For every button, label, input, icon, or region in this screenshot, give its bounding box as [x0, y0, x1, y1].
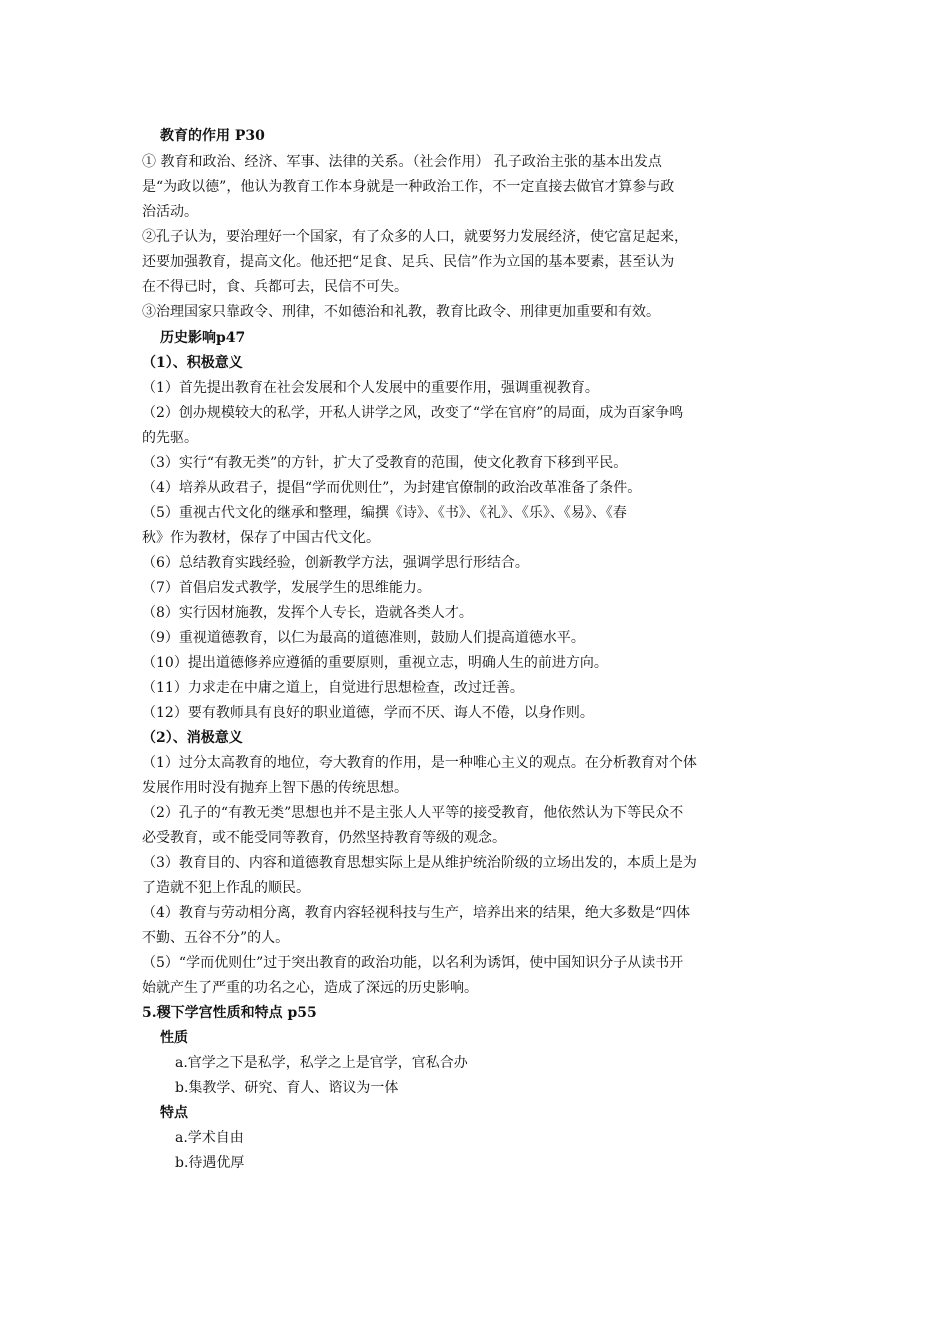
nature-item: b.集教学、研究、育人、谘议为一体 [175, 1080, 399, 1096]
list-item: （1）首先提出教育在社会发展和个人发展中的重要作用，强调重视教育。 [142, 380, 599, 396]
list-item: （4）培养从政君子，提倡“学而优则仕”，为封建官僚制的政治改革准备了条件。 [142, 480, 642, 496]
list-item: （2）创办规模较大的私学，开私人讲学之风，改变了“学在官府”的局面，成为百家争鸣 [142, 405, 684, 421]
list-item: （9）重视道德教育，以仁为最高的道德准则，鼓励人们提高道德水平。 [142, 630, 585, 646]
list-item: 的先驱。 [142, 430, 198, 446]
list-item: 了造就不犯上作乱的顺民。 [142, 880, 310, 896]
label-features: 特点 [160, 1105, 188, 1121]
list-item: （11）力求走在中庸之道上，自觉进行思想检查，改过迁善。 [142, 680, 524, 696]
list-item: （5）“学而优则仕”过于突出教育的政治功能，以名利为诱饵，使中国知识分子从读书开 [142, 955, 684, 971]
list-item: （1）过分太高教育的地位，夸大教育的作用，是一种唯心主义的观点。在分析教育对个体 [142, 755, 697, 771]
nature-item: a.官学之下是私学，私学之上是官学，官私合办 [175, 1055, 468, 1071]
list-item: （3）教育目的、内容和道德教育思想实际上是从维护统治阶级的立场出发的，本质上是为 [142, 855, 697, 871]
list-item: （5）重视古代文化的继承和整理，编撰《诗》、《书》、《礼》、《乐》、《易》、《春 [142, 505, 627, 521]
paragraph-line: ① 教育和政治、经济、军事、法律的关系。（社会作用） 孔子政治主张的基本出发点 [142, 154, 662, 170]
list-item: （2）孔子的“有教无类”思想也并不是主张人人平等的接受教育，他依然认为下等民众不 [142, 805, 684, 821]
list-item: 始就产生了严重的功名之心，造成了深远的历史影响。 [142, 980, 478, 996]
feature-item: a.学术自由 [175, 1130, 244, 1146]
paragraph-line: 还要加强教育，提高文化。他还把“足食、足兵、民信”作为立国的基本要素，甚至认为 [142, 254, 675, 270]
list-item: （3）实行“有教无类”的方针，扩大了受教育的范围，使文化教育下移到平民。 [142, 455, 628, 471]
heading-positive: （1）、积极意义 [142, 355, 243, 371]
heading-jixia: 5.稷下学宫性质和特点 p55 [142, 1005, 317, 1021]
list-item: （10）提出道德修养应遵循的重要原则，重视立志，明确人生的前进方向。 [142, 655, 608, 671]
heading-negative: （2）、消极意义 [142, 730, 243, 746]
paragraph-line: 治活动。 [142, 204, 198, 220]
list-item: 发展作用时没有抛弃上智下愚的传统思想。 [142, 780, 408, 796]
list-item: 必受教育，或不能受同等教育，仍然坚持教育等级的观念。 [142, 830, 506, 846]
list-item: （12）要有教师具有良好的职业道德，学而不厌、诲人不倦，以身作则。 [142, 705, 594, 721]
paragraph-line: ③治理国家只靠政令、刑律，不如德治和礼教，教育比政令、刑律更加重要和有效。 [142, 304, 660, 320]
list-item: （7）首倡启发式教学，发展学生的思维能力。 [142, 580, 431, 596]
paragraph-line: ②孔子认为，要治理好一个国家，有了众多的人口，就要努力发展经济，使它富足起来， [142, 229, 688, 245]
feature-item: b.待遇优厚 [175, 1155, 245, 1171]
paragraph-line: 是“为政以德”，他认为教育工作本身就是一种政治工作，不一定直接去做官才算参与政 [142, 179, 675, 195]
list-item: 秋》作为教材，保存了中国古代文化。 [142, 530, 380, 546]
list-item: （4）教育与劳动相分离，教育内容轻视科技与生产，培养出来的结果，绝大多数是“四体 [142, 905, 691, 921]
heading-history: 历史影响p47 [160, 330, 246, 346]
list-item: 不勤、五谷不分”的人。 [142, 930, 290, 946]
label-nature: 性质 [160, 1030, 188, 1046]
list-item: （6）总结教育实践经验，创新教学方法，强调学思行形结合。 [142, 555, 529, 571]
paragraph-line: 在不得已时，食、兵都可去，民信不可失。 [142, 279, 408, 295]
list-item: （8）实行因材施教，发挥个人专长，造就各类人才。 [142, 605, 473, 621]
heading-edu-role: 教育的作用 P30 [160, 128, 265, 144]
